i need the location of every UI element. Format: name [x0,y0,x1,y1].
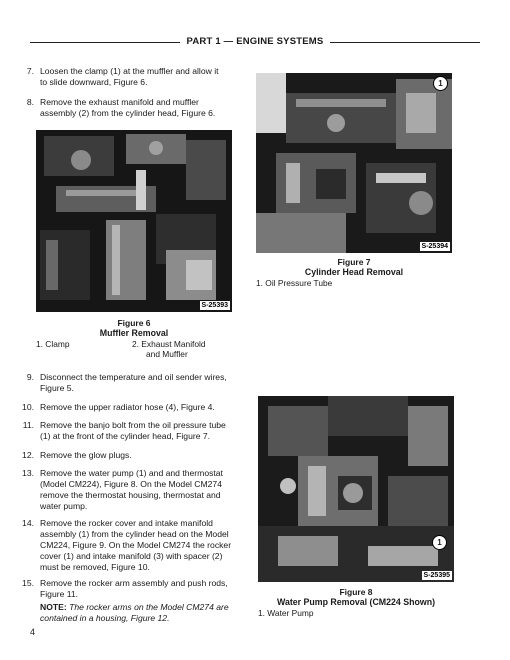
note-label: NOTE: [40,602,67,612]
figure-8-callout: 1 [432,535,447,550]
figure-8-title: Water Pump Removal (CM224 Shown) [276,597,436,607]
figure-8-label: Figure 8 [339,587,373,597]
step-text-line: Figure 5. [40,383,74,393]
step-text-line: Remove the rocker arm assembly and push rods, [40,578,228,588]
step-text-line: assembly (1) from the cylinder head on the Model [40,529,229,539]
page-number: 4 [30,627,36,637]
step-number: 15. [22,578,34,588]
step-text-line: Remove the exhaust manifold and muffler [40,97,199,107]
step-number: 12. [22,450,34,460]
figure-6-item-1: 1. Clamp [36,339,70,349]
step-text-line: Remove the rocker cover and intake manifold [40,518,213,528]
photo-reference-code: S-25394 [421,243,448,250]
step-7 [18,66,238,90]
photo-reference-code: S-25393 [201,302,228,309]
figure-7-callout: 1 [433,76,448,91]
note-text-line: The rocker arms on the Model CM274 are [69,602,229,612]
figure-6-title: Muffler Removal [99,328,169,338]
section-title: PART 1 — ENGINE SYSTEMS [186,36,324,47]
step-number: 14. [22,518,34,528]
step-15 [18,578,258,602]
step-text-line: Figure 11. [40,589,79,599]
step-number: 7. [26,66,34,76]
step-text-line: Remove the water pump (1) and and thermostat [40,468,223,478]
note-block [18,602,258,624]
step-text-line: water pump. [40,501,88,511]
figure-7-label: Figure 7 [337,257,371,267]
figure-8-photo [258,396,454,582]
step-number: 13. [22,468,34,478]
figure-8-item-1: 1. Water Pump [258,608,314,618]
step-9 [18,372,258,396]
step-text-line: remove the thermostat housing, thermostat and [40,490,221,500]
figure-6-photo [36,130,232,312]
step-10 [18,402,258,414]
step-text-line: Remove the glow plugs. [40,450,132,460]
step-text-line: must be removed, Figure 10. [40,562,150,572]
figure-6-item-2-cont: and Muffler [146,349,188,359]
step-11 [18,420,258,444]
step-number: 9. [26,372,34,382]
step-14 [18,518,258,574]
step-13 [18,468,258,514]
figure-6-item-2: 2. Exhaust Manifold [132,339,206,349]
step-text-line: to slide downward, Figure 6. [40,77,148,87]
step-number: 8. [26,97,34,107]
step-number: 10. [22,402,34,412]
step-text-line: CM224, Figure 9. On the Model CM274 the rocker [40,540,232,550]
header-rule-right [330,42,480,43]
figure-7-photo [256,73,452,253]
figure-7-item-1: 1. Oil Pressure Tube [256,278,333,288]
step-8 [18,97,238,121]
section-header [30,34,480,50]
note-text-line: contained in a housing, Figure 12. [40,613,170,623]
step-text-line: Remove the upper radiator hose (4), Figure 4. [40,402,215,412]
step-text-line: cover (1) and intake manifold (3) with spacer (2) [40,551,223,561]
step-text-line: Disconnect the temperature and oil sender wires, [40,372,227,382]
step-12 [18,450,258,462]
step-text-line: (1) at the front of the cylinder head, Figure 7. [40,431,211,441]
step-text-line: (Model CM224), Figure 8. On the Model CM274 [40,479,222,489]
photo-reference-code: S-25395 [423,572,450,579]
header-rule-left [30,42,180,43]
step-text-line: assembly (2) from the cylinder head, Figure 6. [40,108,216,118]
step-text-line: Remove the banjo bolt from the oil pressure tube [40,420,226,430]
step-text-line: Loosen the clamp (1) at the muffler and allow it [40,66,219,76]
figure-6-label: Figure 6 [117,318,151,328]
step-number: 11. [22,420,34,430]
figure-7-title: Cylinder Head Removal [304,267,404,277]
